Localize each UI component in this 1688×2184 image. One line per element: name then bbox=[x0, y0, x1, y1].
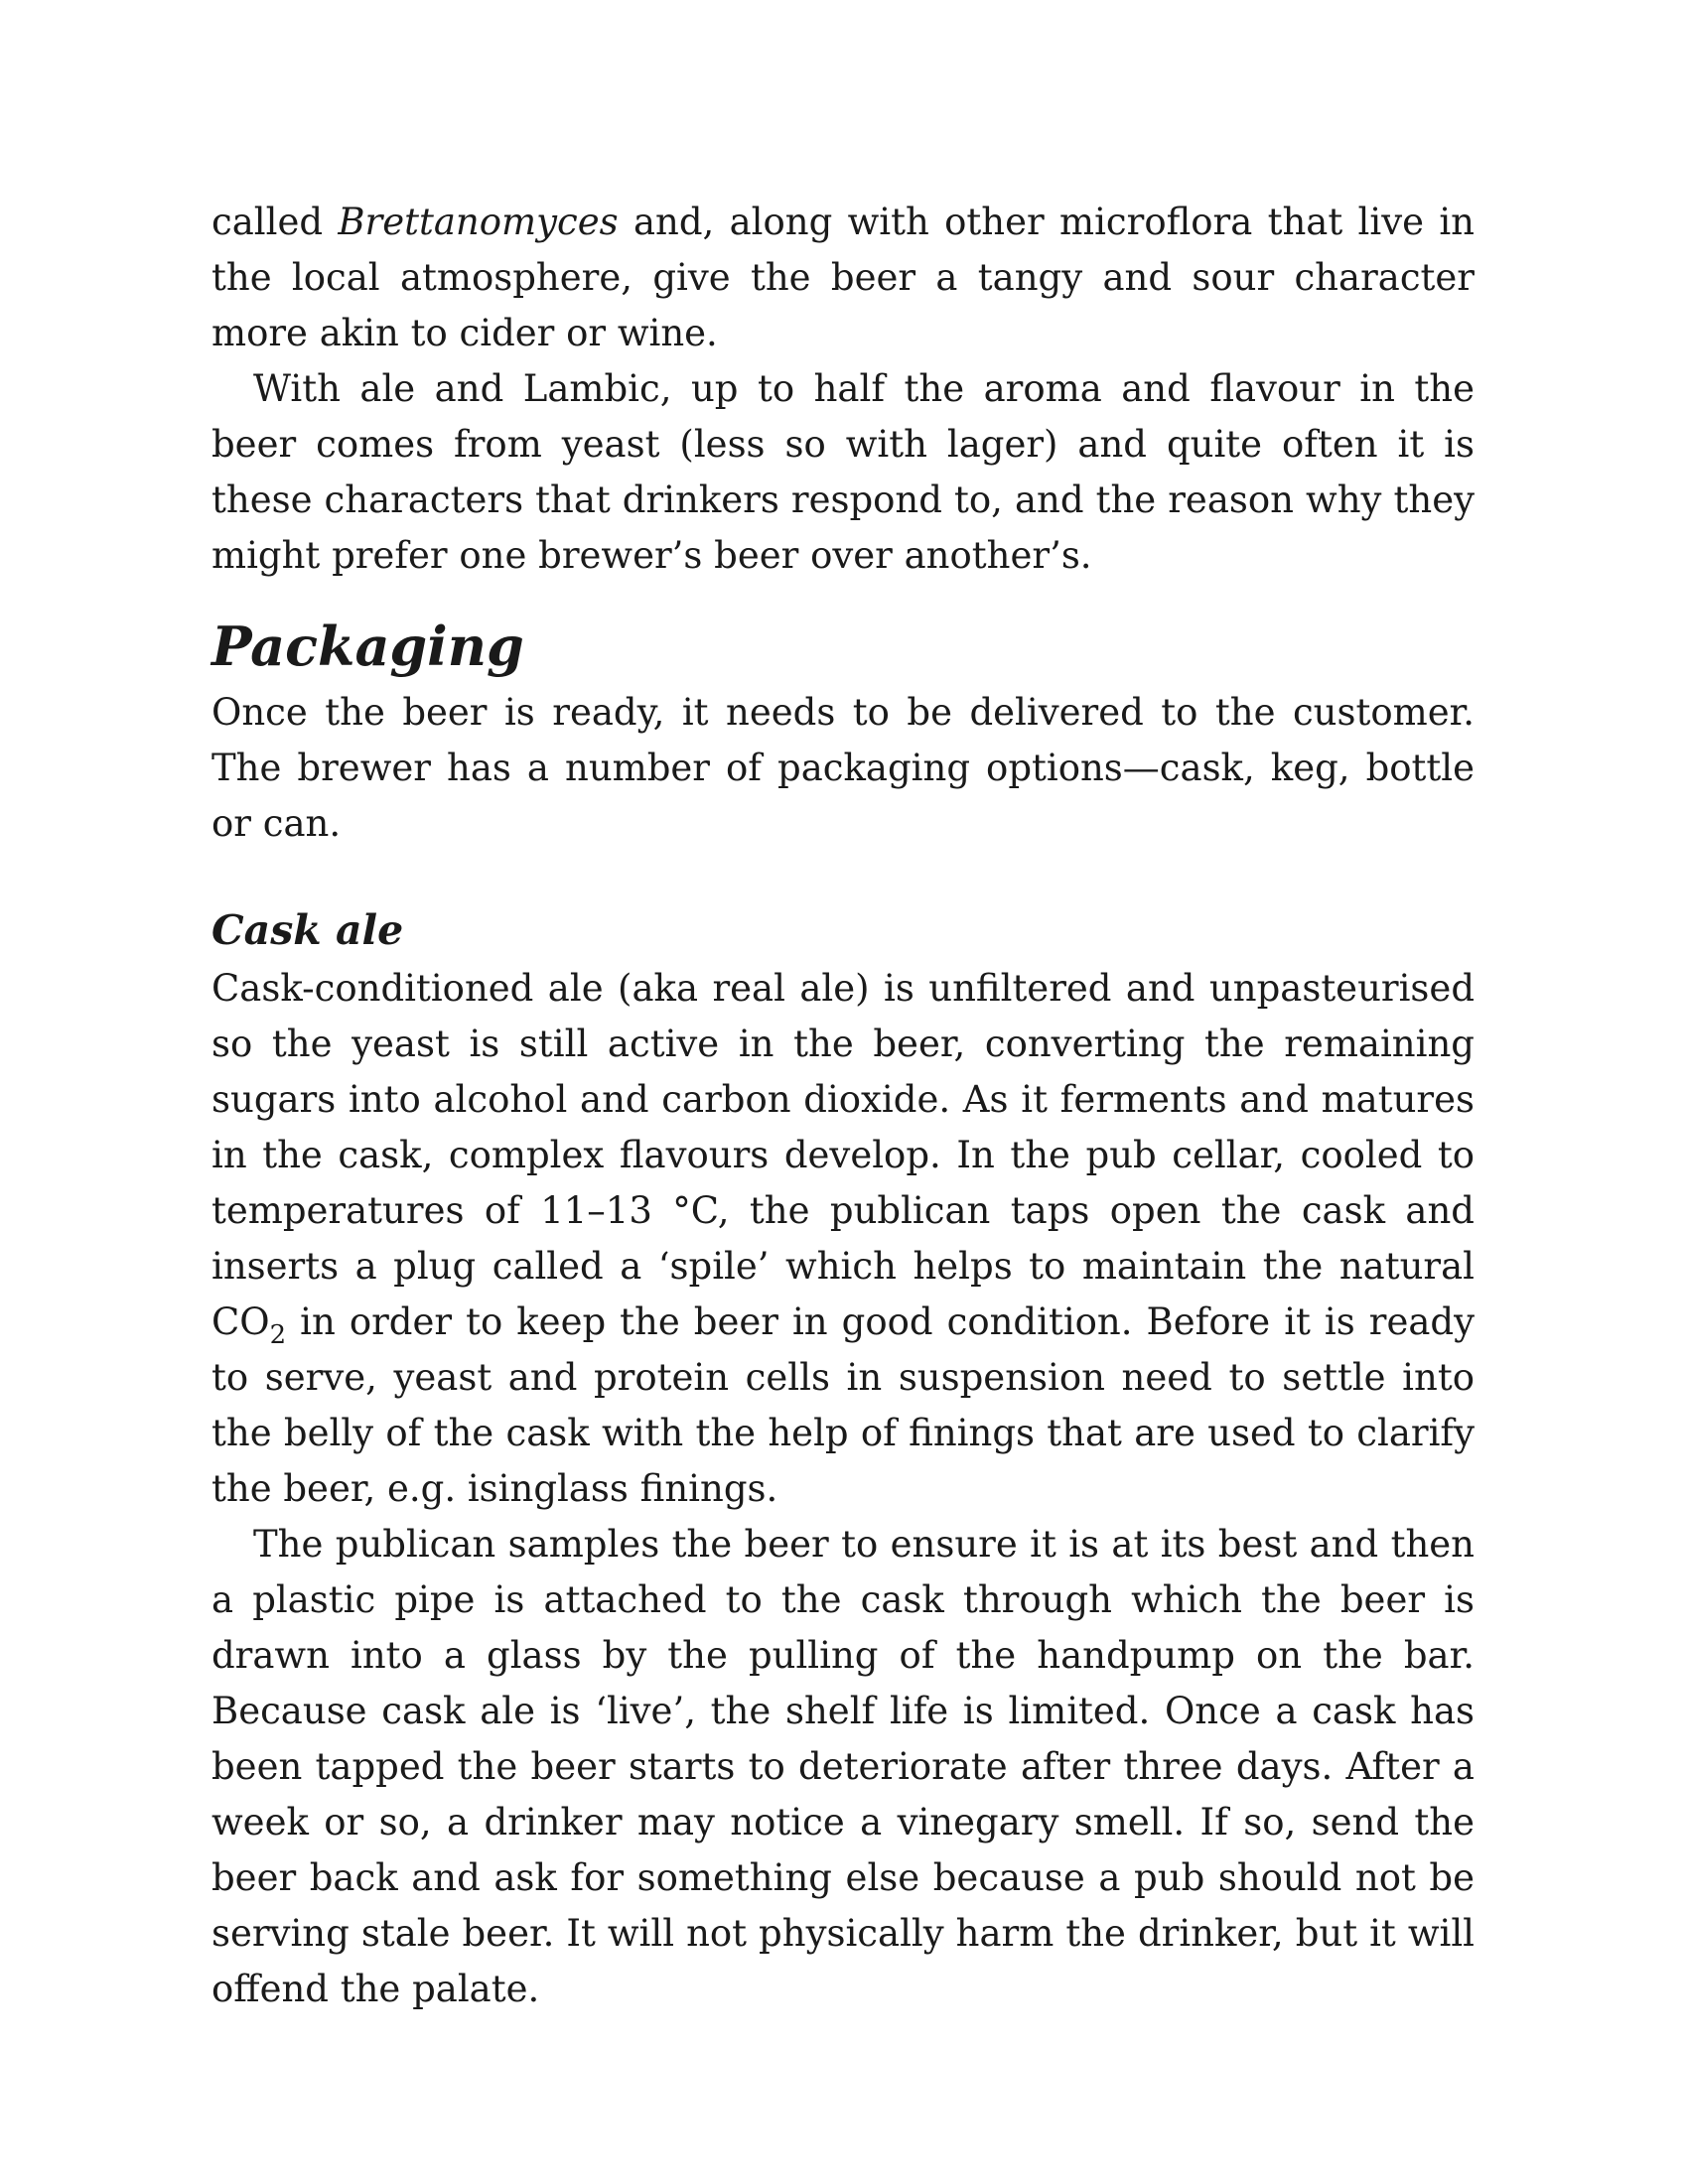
paragraph-text: Cask-conditioned ale (aka real ale) is unfiltered and unpasteurised so the yeast is still active in the beer, converting the remaining sugars into alcohol and carbon dioxide. As it ferments and matures in the cask, complex flavours develop. In the pub cellar, cooled to temperatures of 11–13 °C, the publican taps open the cask and inserts a plug called a ‘spile’ which helps to maintain the natural CO bbox=[211, 967, 1475, 1343]
subsection-heading-cask-ale: Cask ale bbox=[211, 906, 404, 954]
italic-term: Brettanomyces bbox=[338, 201, 619, 243]
page-content bbox=[211, 195, 1475, 2017]
paragraph-text: in order to keep the beer in good condition. Before it is ready to serve, yeast and protein cells in suspension need to settle into the belly of the cask with the help of finings that are used to clarify the beer, e.g. isinglass finings. bbox=[211, 1300, 1475, 1510]
paragraph-text: called bbox=[211, 201, 339, 243]
paragraph-text: and, along with other microflora that live in the local atmosphere, give the beer a tangy and sour character more akin to cider or wine. bbox=[211, 201, 1475, 354]
paragraph-packaging-options: Once the beer is ready, it needs to be delivered to the customer. The brewer has a number of packaging options—cask, keg, bottle or can. bbox=[211, 691, 1475, 845]
paragraph-brettanomyces bbox=[211, 195, 1475, 361]
paragraph-yeast-aroma: With ale and Lambic, up to half the aroma and flavour in the beer comes from yeast (less so with lager) and quite often it is these characters that drinkers respond to, and the reason why they might prefer one brewer’s beer over another’s. bbox=[211, 367, 1475, 577]
section-heading-packaging: Packaging bbox=[211, 614, 524, 678]
subscript-2: 2 bbox=[269, 1320, 287, 1351]
paragraph-cask-conditioned bbox=[211, 961, 1475, 1517]
paragraph-publican-samples: The publican samples the beer to ensure it is at its best and then a plastic pipe is attached to the cask through which the beer is drawn into a glass by the pulling of the handpump on the bar. Because cask ale is ‘live’, the shelf life is limited. Once a cask has been tapped the beer starts to deteriorate after three days. After a week or so, a drinker may notice a vinegary smell. If so, send the beer back and ask for something else because a pub should not be serving stale beer. It will not physically harm the drinker, but it will offend the palate. bbox=[211, 1523, 1475, 2010]
